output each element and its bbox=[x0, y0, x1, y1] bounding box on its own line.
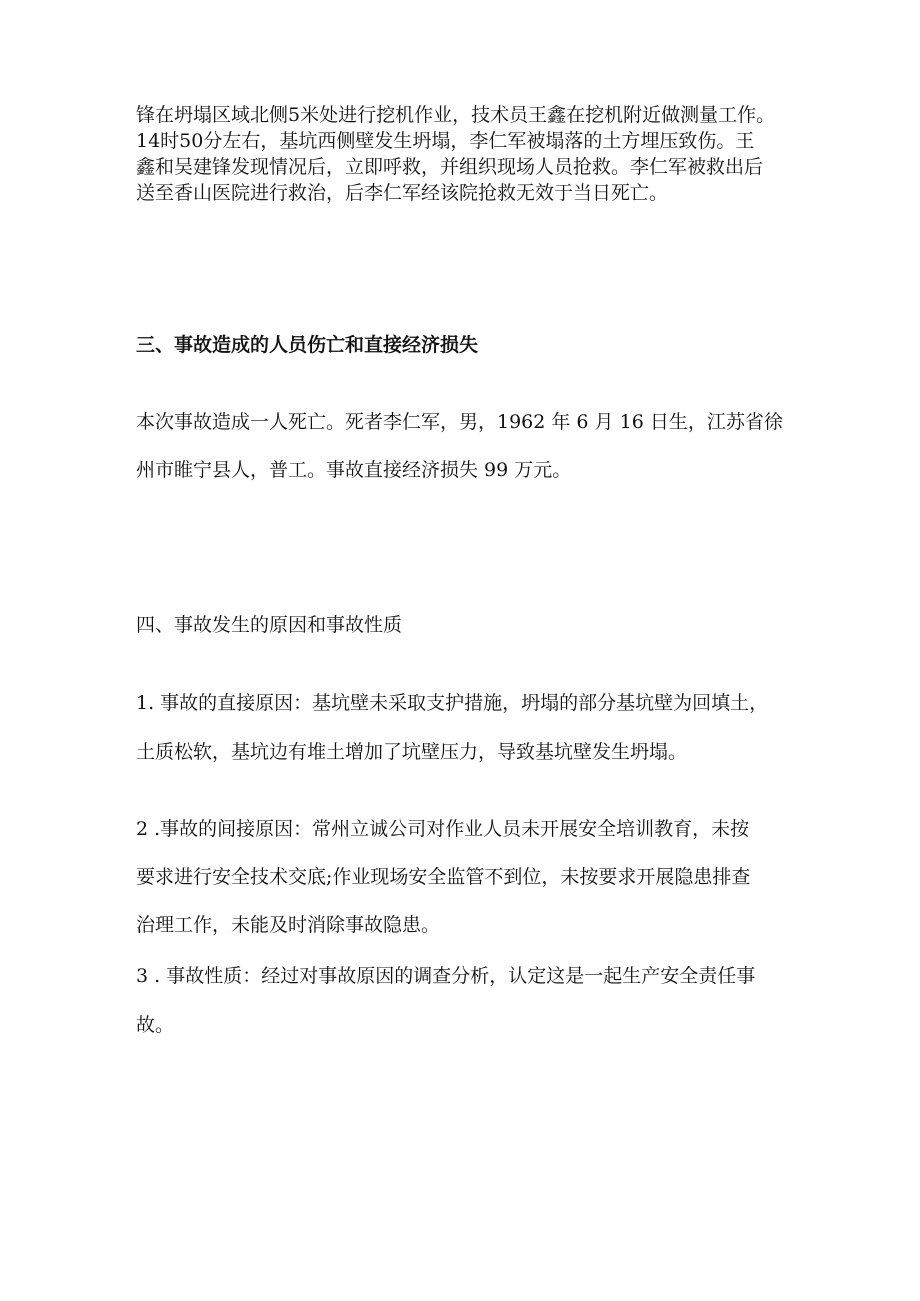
section4-item2-line-2: 要求进行安全技术交底;作业现场安全监管不到位，未按要求开展隐患排查 bbox=[136, 866, 751, 888]
section3-line-2: 州市睢宁县人，普工。事故直接经济损失 99 万元。 bbox=[136, 459, 572, 481]
section4-item3-line-2: 故。 bbox=[136, 1014, 175, 1036]
intro-line-3: 鑫和吴建锋发现情况后，立即呼救，并组织现场人员抢救。李仁军被救出后 bbox=[136, 156, 764, 178]
intro-line-1: 锋在坍塌区域北侧5米处进行挖机作业，技术员王鑫在挖机附近做测量工作。 bbox=[136, 104, 776, 126]
section3-line-1: 本次事故造成一人死亡。死者李仁军，男，1962 年 6 月 16 日生，江苏省徐 bbox=[136, 411, 783, 433]
section3-heading: 三、事故造成的人员伤亡和直接经济损失 bbox=[136, 334, 479, 356]
section4-item3-line-1: 3 . 事故性质：经过对事故原因的调查分析，认定这是一起生产安全责任事 bbox=[136, 965, 756, 987]
section4-item2-line-3: 治理工作，未能及时消除事故隐患。 bbox=[136, 914, 441, 936]
intro-line-2: 14时50分左右，基坑西侧壁发生坍塌，李仁军被塌落的土方埋压致伤。王 bbox=[136, 130, 755, 152]
section4-item1-line-1: 1. 事故的直接原因：基坑壁未采取支护措施，坍塌的部分基坑壁为回填土， bbox=[136, 692, 769, 714]
intro-line-4: 送至香山医院进行救治，后李仁军经该院抢救无效于当日死亡。 bbox=[136, 182, 669, 204]
section4-item2-line-1: 2 .事故的间接原因：常州立诚公司对作业人员未开展安全培训教育，未按 bbox=[136, 818, 750, 840]
section4-heading: 四、事故发生的原因和事故性质 bbox=[136, 614, 403, 636]
section4-item1-line-2: 土质松软，基坑边有堆土增加了坑壁压力，导致基坑壁发生坍塌。 bbox=[136, 741, 688, 763]
